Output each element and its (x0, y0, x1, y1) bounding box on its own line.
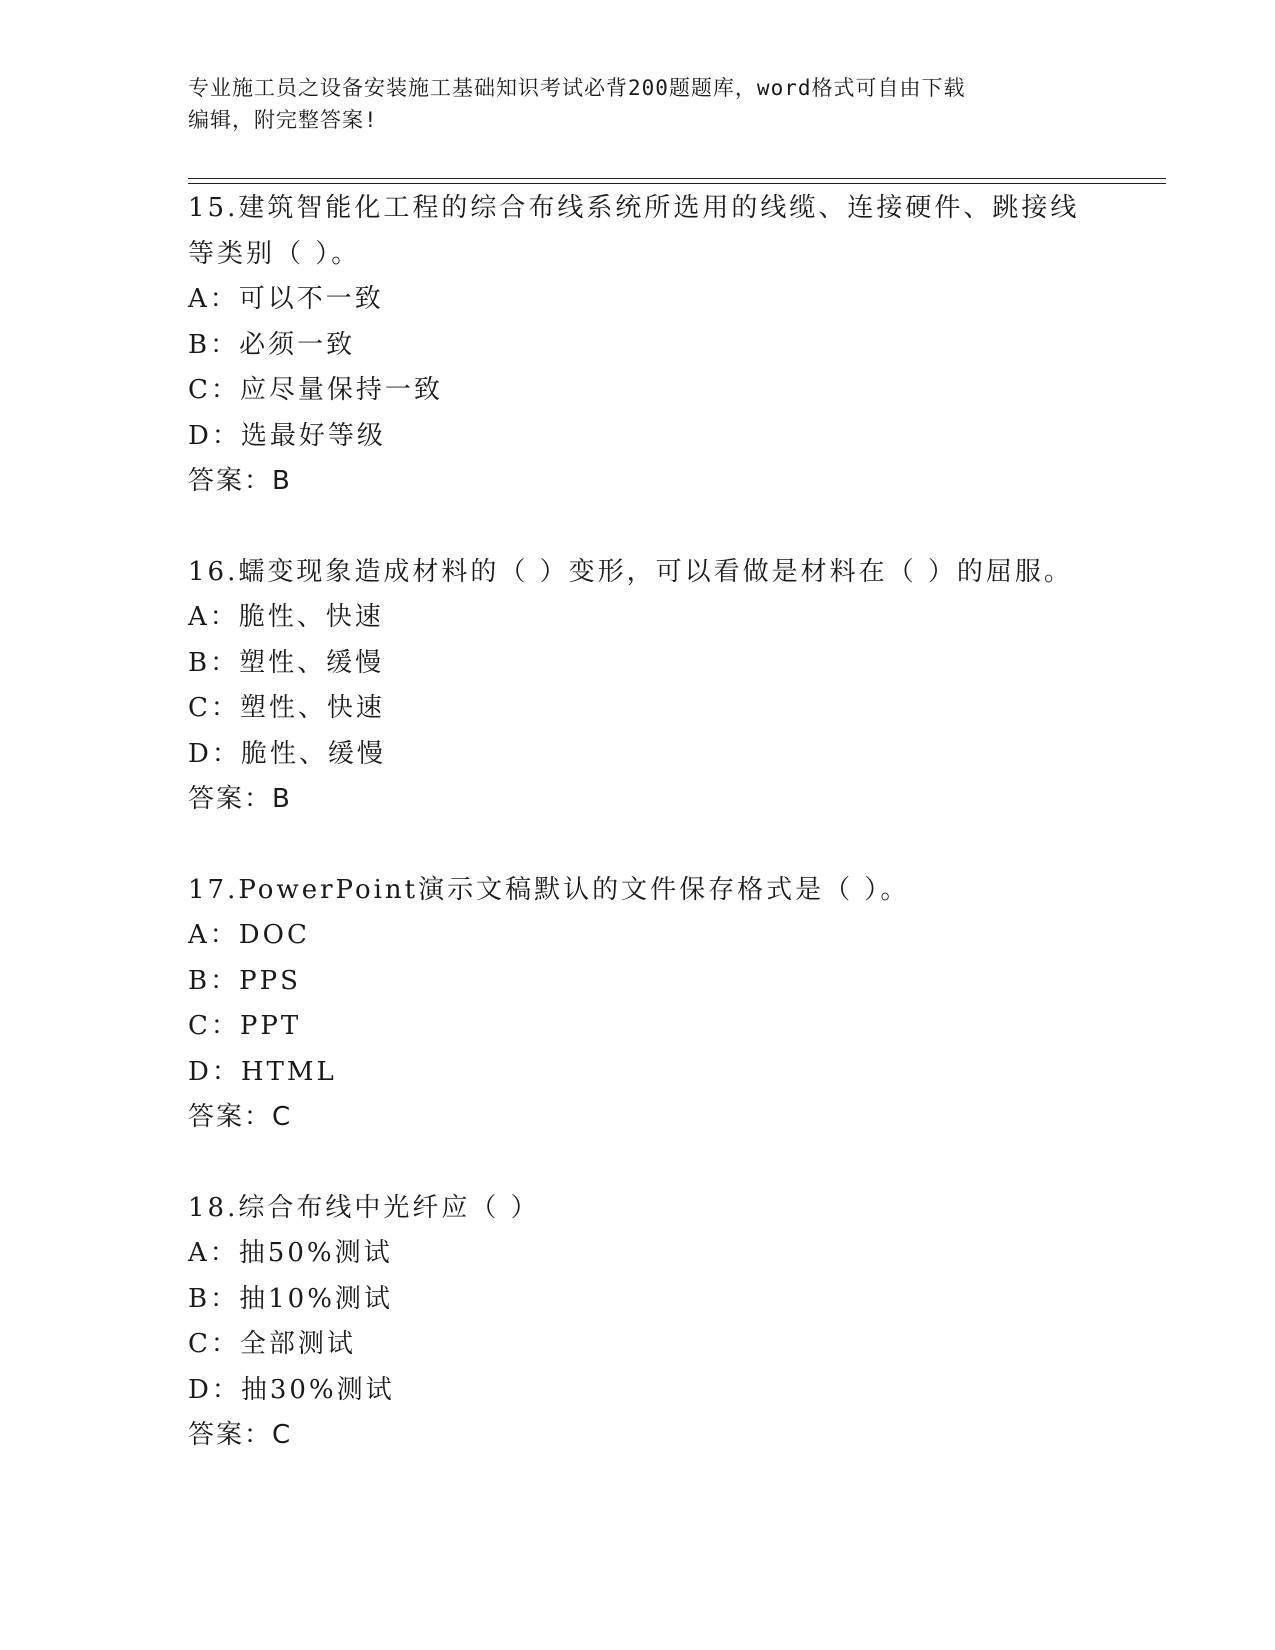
answer: 答案：B (188, 466, 292, 496)
option-c: C：PPT (188, 1011, 302, 1041)
question-stem: 16.蠕变现象造成材料的（ ）变形，可以看做是材料在（ ）的屈服。 (188, 556, 1073, 587)
option-b: B：塑性、缓慢 (188, 647, 385, 678)
question-16 (188, 550, 1088, 823)
option-b: B：抽10%测试 (188, 1283, 393, 1314)
option-d: D：选最好等级 (188, 420, 386, 451)
option-c: C：全部测试 (188, 1329, 356, 1359)
question-15 (188, 186, 1088, 505)
header-line-1: 专业施工员之设备安装施工基础知识考试必背200题题库，word格式可自由下载 (188, 76, 966, 100)
answer: 答案：C (188, 1102, 293, 1132)
question-17 (188, 868, 1088, 1141)
question-stem: 18.综合布线中光纤应（ ） (188, 1192, 540, 1223)
option-a: A：可以不一致 (188, 284, 384, 314)
answer: 答案：B (188, 784, 292, 814)
header-line-2: 编辑，附完整答案! (188, 108, 378, 132)
option-a: A：DOC (188, 920, 310, 950)
option-a: A：脆性、快速 (188, 602, 384, 632)
option-d: D：HTML (188, 1056, 337, 1087)
question-list (188, 186, 1088, 1504)
option-d: D：脆性、缓慢 (188, 738, 386, 769)
question-stem-continued: 等类别（ ）。 (188, 238, 361, 269)
option-b: B：必须一致 (188, 329, 356, 360)
option-a: A：抽50%测试 (188, 1238, 393, 1268)
document-header (188, 72, 1088, 136)
question-18 (188, 1186, 1088, 1459)
answer: 答案：C (188, 1420, 293, 1450)
header-divider-top (188, 178, 1166, 179)
question-stem: 17.PowerPoint演示文稿默认的文件保存格式是（ ）。 (188, 874, 910, 905)
question-stem: 15.建筑智能化工程的综合布线系统所选用的线缆、连接硬件、跳接线 (188, 193, 1080, 223)
option-c: C：塑性、快速 (188, 693, 385, 723)
option-d: D：抽30%测试 (188, 1374, 395, 1405)
option-b: B：PPS (188, 965, 301, 996)
header-divider-bottom (188, 183, 1166, 184)
option-c: C：应尽量保持一致 (188, 375, 443, 405)
